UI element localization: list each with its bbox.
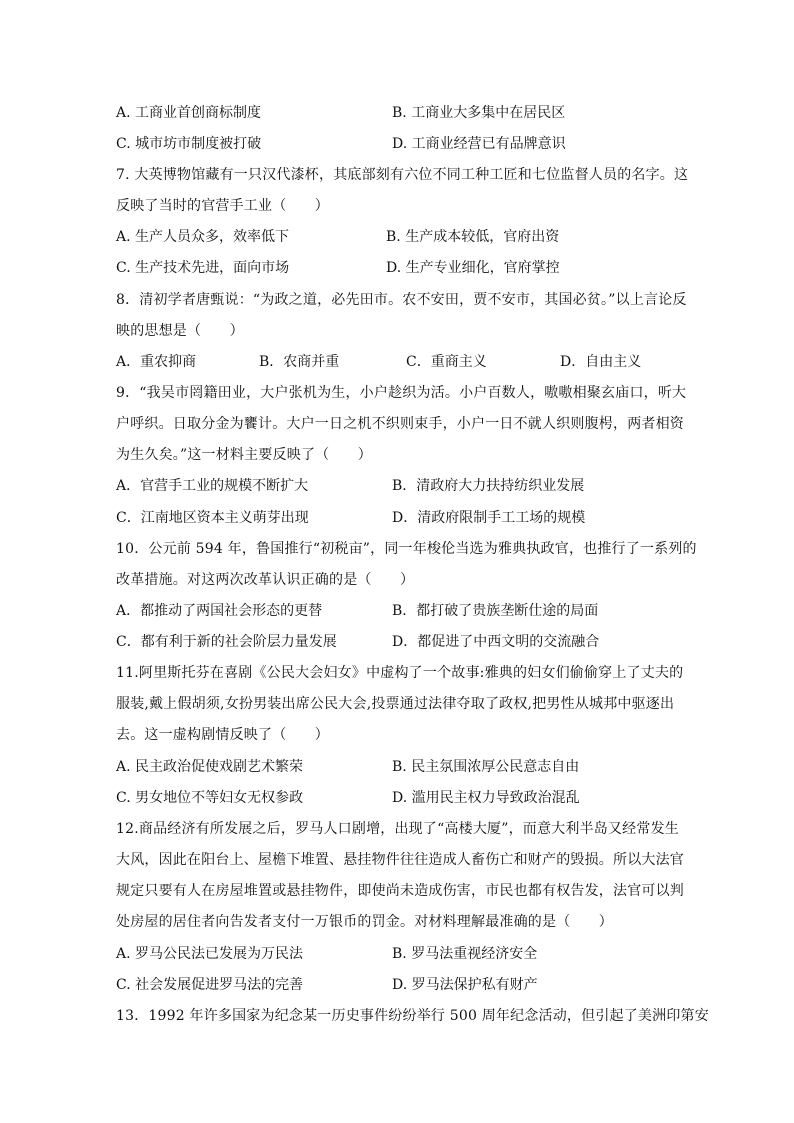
q12-option-a: A. 罗马公民法已发展为万民法	[116, 946, 304, 962]
q12-stem-line-3: 规定只要有人在房屋堆置或悬挂物件，即使尚未造成伤害，市民也都有权告发，法官可以判	[116, 883, 684, 899]
q10-stem-line-1: 10．公元前 594 年，鲁国推行“初税亩”，同一年梭伦当选为雅典执政官，也推行了一系列的	[116, 541, 697, 557]
q8-option-c: C．重商主义	[406, 354, 487, 370]
q11-option-a: A. 民主政治促使戏剧艺术繁荣	[116, 759, 304, 775]
q8-stem-line-1: 8．清初学者唐甄说：“为政之道，必先田市。农不安田，贾不安市，其国必贫。”以上言论反	[116, 292, 687, 308]
q10-option-b: B．都打破了贵族垄断仕途的局面	[392, 603, 599, 619]
q9-stem-line-3: 为生久矣。”这一材料主要反映了（ ）	[116, 447, 372, 463]
q12-stem-line-1: 12.商品经济有所发展之后，罗马人口剧增，出现了“高楼大厦”，而意大利半岛又经常发生	[116, 821, 679, 837]
q13-stem-line-1: 13．1992 年许多国家为纪念某一历史事件纷纷举行 500 周年纪念活动，但引起了美洲印第安	[116, 1008, 709, 1024]
q11-stem-line-1: 11.阿里斯托芬在喜剧《公民大会妇女》中虚构了一个故事:雅典的妇女们偷偷穿上了丈夫的	[116, 665, 684, 681]
q9-option-b: B．清政府大力扶持纺织业发展	[392, 478, 585, 494]
q7-option-c: C. 生产技术先进，面向市场	[116, 260, 290, 276]
q7-option-d: D. 生产专业细化，官府掌控	[386, 260, 560, 276]
q8-option-d: D．自由主义	[560, 354, 642, 370]
q7-option-a: A. 生产人员众多，效率低下	[116, 229, 290, 245]
q6-option-c: C. 城市坊市制度被打破	[116, 136, 262, 152]
q11-stem-line-3: 去。这一虚构剧情反映了（ ）	[116, 727, 329, 743]
q12-stem-line-2: 大风，因此在阳台上、屋檐下堆置、悬挂物件往往造成人畜伤亡和财产的毁损。所以大法官	[116, 852, 684, 868]
q12-option-c: C. 社会发展促进罗马法的完善	[116, 977, 304, 993]
q10-option-c: C．都有利于新的社会阶层力量发展	[116, 634, 337, 650]
q11-option-b: B. 民主氛围浓厚公民意志自由	[392, 759, 580, 775]
q10-stem-line-2: 改革措施。对这两次改革认识正确的是（ ）	[116, 572, 415, 588]
q11-stem-line-2: 服装,戴上假胡须,女扮男装出席公民大会,投票通过法律夺取了政权,把男性从城邦中驱逐出	[116, 696, 675, 712]
q10-option-d: D．都促进了中西文明的交流融合	[392, 634, 600, 650]
q7-option-b: B. 生产成本较低，官府出资	[386, 229, 560, 245]
q6-option-a: A. 工商业首创商标制度	[116, 105, 262, 121]
q9-option-d: D．清政府限制手工工场的规模	[392, 510, 586, 526]
q11-option-c: C. 男女地位不等妇女无权参政	[116, 790, 304, 806]
q9-option-a: A．官营手工业的规模不断扩大	[116, 478, 309, 494]
q10-option-a: A．都推动了两国社会形态的更替	[116, 603, 323, 619]
q12-option-d: D. 罗马法保护私有财产	[392, 977, 538, 993]
q8-stem-line-2: 映的思想是（ ）	[116, 323, 244, 339]
q7-stem-line-2: 反映了当时的官营手工业（ ）	[116, 198, 329, 214]
q7-stem-line-1: 7. 大英博物馆藏有一只汉代漆杯，其底部刻有六位不同工种工匠和七位监督人员的名字。这	[116, 167, 689, 183]
q9-option-c: C．江南地区资本主义萌芽出现	[116, 510, 309, 526]
q9-stem-line-2: 户呼织。日取分金为饔计。大户一日之机不织则束手，小户一日不就人织则腹枵，两者相资	[116, 416, 684, 432]
q9-stem-line-1: 9．“我吴市罔籍田业，大户张机为生，小户趁织为活。小户百数人，嗷嗷相聚玄庙口，听大	[116, 385, 687, 401]
q12-stem-line-4: 处房屋的居住者向告发者支付一万银币的罚金。对材料理解最准确的是（ ）	[116, 914, 613, 930]
q8-option-a: A．重农抑商	[116, 354, 197, 370]
q6-option-d: D. 工商业经营已有品牌意识	[392, 136, 566, 152]
q11-option-d: D. 滥用民主权力导致政治混乱	[392, 790, 580, 806]
q6-option-b: B. 工商业大多集中在居民区	[392, 105, 566, 121]
q12-option-b: B. 罗马法重视经济安全	[392, 946, 538, 962]
q8-option-b: B．农商并重	[259, 354, 340, 370]
